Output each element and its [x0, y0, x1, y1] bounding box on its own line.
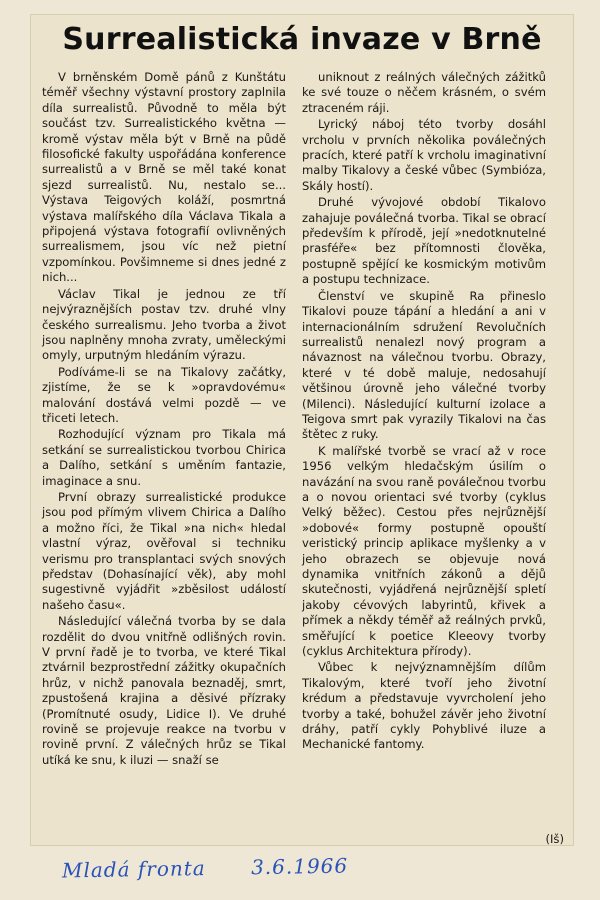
paragraph: Členství ve skupině Ra přineslo Tikalovi pouze tápání a hledání a ani v internacionálním sdružení Revolučních surrealistů nenalezl nový program a návaznost na válečnou tvorbu. Obrazy, které v té době maluje, nedosahují většinou úrovně jeho válečné tvorby (Milenci). Následující kulturní izolace a Teigova smrt pak vyrazily Tikalovi na čas štětec z ruky. — [302, 288, 546, 442]
paragraph: Lyrický náboj této tvorby dosáhl vrcholu v prvních několika poválečných pracích, které patří k vrcholu imaginativní malby Tikalovy a české vůbec (Symbióza, Skály hostí). — [302, 117, 546, 193]
author-signature: (Iš) — [545, 832, 564, 846]
paragraph: Následující válečná tvorba by se dala rozdělit do dvou vnitřně odlišných rovin. V první řadě je to tvorba, ve které Tikal ztvárnil bezprostřední zážitky okupačních hrůz, v nichž panovala beznaděj, smrt, zpustošená krajina a děsivé přízraky (Promítnuté osudy, Lidice I). Ve druhé rovině se projevuje reakce na tvorbu v rovině první. Z válečných hrůz se Tikal utíká ke snu, k iluzi — snaží se — [42, 614, 286, 767]
handwritten-note — [62, 854, 349, 883]
left-column — [42, 70, 286, 768]
article-title: Surrealistická invaze v Brně — [62, 22, 542, 57]
source-name: Mladá fronta — [61, 855, 206, 883]
right-column — [302, 70, 546, 753]
paragraph: Druhé vývojové období Tikalovo zahajuje poválečná tvorba. Tikal se obrací především k přírodě, její »nedotknutelné prasféře« bez přítomnosti člověka, postupně spějící ke kosmickým motivům a postupu technizace. — [302, 195, 546, 287]
note-date: 3.6.1966 — [250, 853, 349, 880]
paragraph: Vůbec k nejvýznamnějším dílům Tikalovým, které tvoří jeho životní krédum a představuje vyvrcholení jeho tvorby a také, bohužel závěr jeho životní dráhy, patří cykly Pohyblivé iluze a Mechanické fantomy. — [302, 660, 546, 752]
paragraph: Podíváme-li se na Tikalovy začátky, zjistíme, že se k »opravdovému« malování dostává velmi pozdě — ve třiceti letech. — [42, 364, 286, 425]
paragraph: Václav Tikal je jednou ze tří nejvýraznějších postav tzv. druhé vlny českého surrealismu. Jeho tvorba a život jsou naplněny mnoha zvraty, uměleckými omyly, urputným hledáním výrazu. — [42, 286, 286, 363]
paragraph: uniknout z reálných válečných zážitků ke své touze o něčem krásném, o svém ztraceném ráji. — [302, 70, 546, 115]
paragraph: K malířské tvorbě se vrací až v roce 1956 velkým hledačským úsilím o navázání na svou raně poválečnou tvorbu a o novou orientaci své tvorby (cyklus Velký běžec). Cestou přes nejrůznější »dobové« formy postupně opouští veristický princip aplikace myšlenky a v jeho obrazech se objevuje nová dynamika vnitřních zákonů a dějů skutečnosti, vyjádřená nejrůznější spletí jakoby cévových labyrintů, křivek a přímek a někdy téměř až reálných prvků, směřující k poetice Kleeovy tvorby (cyklus Architektura přírody). — [302, 443, 546, 659]
paragraph: První obrazy surrealistické produkce jsou pod přímým vlivem Chirica a Dalího a možno říci, že Tikal »na nich« hledal vlastní výraz, ověřoval si techniku verismu pro transplantaci svých snových představ (Dohasínající věk), aby mohl sugestivně vyjádřit »zběsilost událostí našeho času«. — [42, 489, 286, 612]
paragraph: V brněnském Domě pánů z Kunštátu téměř všechny výstavní prostory zaplnila díla surrealistů. Původně to měla být součást tzv. Surrealistického května — kromě výstav měla být v Brně na půdě filosofické fakulty uspořádána konference surrealistů a v Brně se měl také konat sjezd surrealistů. Nu, nestalo se... Výstava Teigových koláží, posmrtná výstava malířského díla Václava Tikala a připojená výstava fotografií ovlivněných surrealismem, jsou víc než pietní vzpomínkou. Povšimneme si dnes jedné z nich... — [42, 70, 286, 285]
paragraph: Rozhodující význam pro Tikala má setkání se surrealistickou tvorbou Chirica a Dalího, setkání s uměním fantazie, imaginace a snu. — [42, 427, 286, 488]
